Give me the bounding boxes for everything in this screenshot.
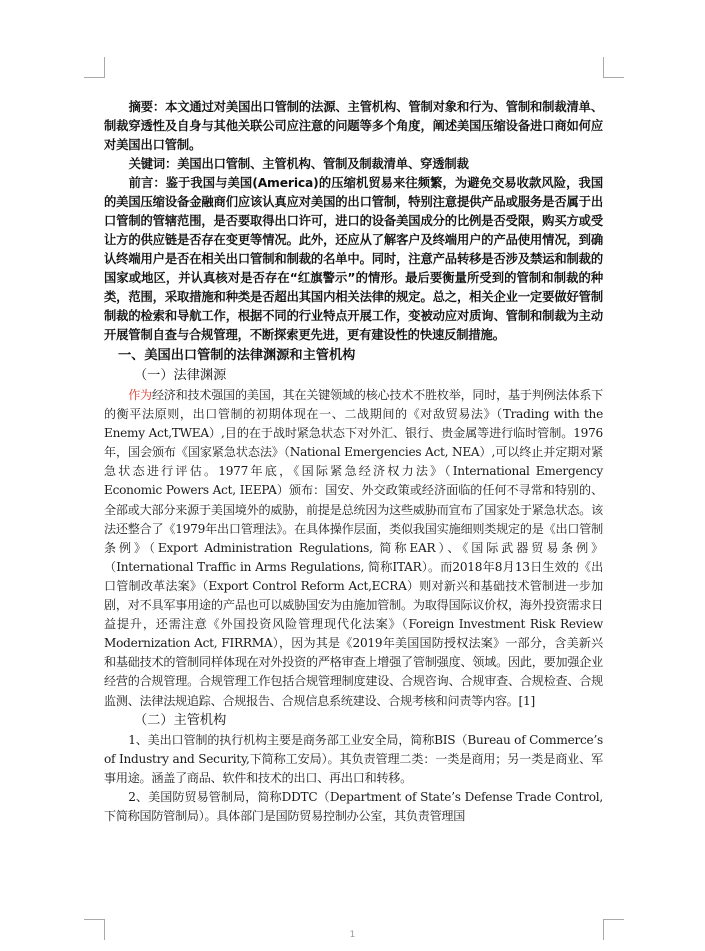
abstract-label: 摘要： <box>128 100 166 114</box>
authorities-paragraph-2: 2、美国防贸易管制局，简称DDTC（Department of State’s Defense Trade Control,下简称国防管制局）。具体部门是国防贸易控制办公室，其负责管理国 <box>104 789 603 823</box>
legal-sources-paragraph <box>104 386 603 711</box>
crop-mark-top-left <box>84 57 105 78</box>
abstract-text: 本文通过对美国出口管制的法源、主管机构、管制对象和行为、管制和制裁清单、制裁穿透性及自身与其他关联公司应注意的问题等多个角度，阐述美国压缩设备进口商如何应对美国出口管制。 <box>104 100 603 152</box>
preface-label: 前言： <box>128 176 166 190</box>
legal-sources-text: 经济和技术强国的美国，其在关键领域的核心技术不胜枚举，同时，基于判例法体系下的衡平法原则，出口管制的初期体现在一、二战期间的《对敌贸易法》（Trading with the Enemy Act,TWEA）,目的在于战时紧急状态下对外汇、银行、贵金属等进行临时管制。1976年，国会颁布《国家紧急状态法》（National Emergencies Act, NEA）,可以终止并定期对紧急状态进行评估。1977年底，《国际紧急经济权力法》（International Emergency Economic Powers Act, IEEPA）颁布：国安、外交政策或经济面临的任何不寻常和特别的、全部或大部分来源于美国境外的威胁，前提是总统因为这些威胁而宣布了国家处于紧急状态。该法还整合了《1979年出口管理法》。在具体操作层面，类似我国实施细则类规定的是《出口管制条例》（Export Administration Regulations, 简称EAR）、《国际武器贸易条例》（International Traffic in Arms Regulations, 简称ITAR）。而2018年8月13日生效的《出口管制改革法案》（Export Control Reform Act,ECRA）则对新兴和基础技术管制进一步加剧，对不具军事用途的产品也可以威胁国安为由施加管制。为取得国际议价权，海外投资需求日益提升，还需注意《外国投资风险管理现代化法案》（Foreign Investment Risk Review Modernization Act, FIRRMA），因为其是《2019年美国国防授权法案》一部分，含美新兴和基础技术的管制同样体现在对外投资的严格审查上增强了管制强度、领域。因此，要加强企业经营的合规管理。合规管理工作包括合规管理制度建设、合规咨询、合规审查、合规检查、合规监测、法律法规追踪、合规报告、合规信息系统建设、合规考核和问责等内容。[1] <box>104 388 603 708</box>
preface-text: 鉴于我国与美国(America)的压缩机贸易来往频繁，为避免交易收款风险，我国的美国压缩设备金融商们应该认真应对美国的出口管制，特别注意提供产品或服务是否属于出口管制的管辖范围，是否要取得出口许可，进口的设备美国成分的比例是否受限，购买方或受让方的供应链是否存在变更等情况。此外，还应从了解客户及终端用户的产品使用情况，到确认终端用户是否在相关出口管制和制裁的名单中。同时，注意产品转移是否涉及禁运和制裁的国家或地区，并认真核对是否存在“红旗警示”的情形。最后要衡量所受到的管制和制裁的种类，范围，采取措施和种类是否超出其国内相关法律的规定。总之，相关企业一定要做好管制制裁的检索和导航工作，根据不同的行业特点开展工作，变被动应对质询、管制和制裁为主动开展管制自查与合规管理，不断探索更先进，更有建设性的快速反制措施。 <box>104 176 603 342</box>
document-body <box>104 98 603 826</box>
page-number: 1 <box>349 930 356 940</box>
subsection-heading-authorities: （二）主管机构 <box>134 712 227 728</box>
section-heading: 一、美国出口管制的法律渊源和主管机构 <box>118 348 356 363</box>
keywords-label: 关键词： <box>128 157 178 171</box>
keywords-text: 美国出口管制、主管机构、管制及制裁清单、穿透制裁 <box>177 157 469 171</box>
crop-mark-top-right <box>603 57 624 78</box>
highlighted-text: 作为 <box>128 388 152 402</box>
keywords-paragraph <box>104 155 603 174</box>
subsection-heading-legal-sources: （一）法律渊源 <box>134 368 227 383</box>
abstract-paragraph <box>104 98 603 155</box>
authorities-paragraph-1: 1、美出口管制的执行机构主要是商务部工业安全局，简称BIS（Bureau of Commerce’s of Industry and Security,下简称工安局）。其负责管理二类：一类是商用；另一类是商业、军事用途。涵盖了商品、软件和技术的出口、再出口和转移。 <box>104 732 603 785</box>
preface-paragraph <box>104 174 603 345</box>
